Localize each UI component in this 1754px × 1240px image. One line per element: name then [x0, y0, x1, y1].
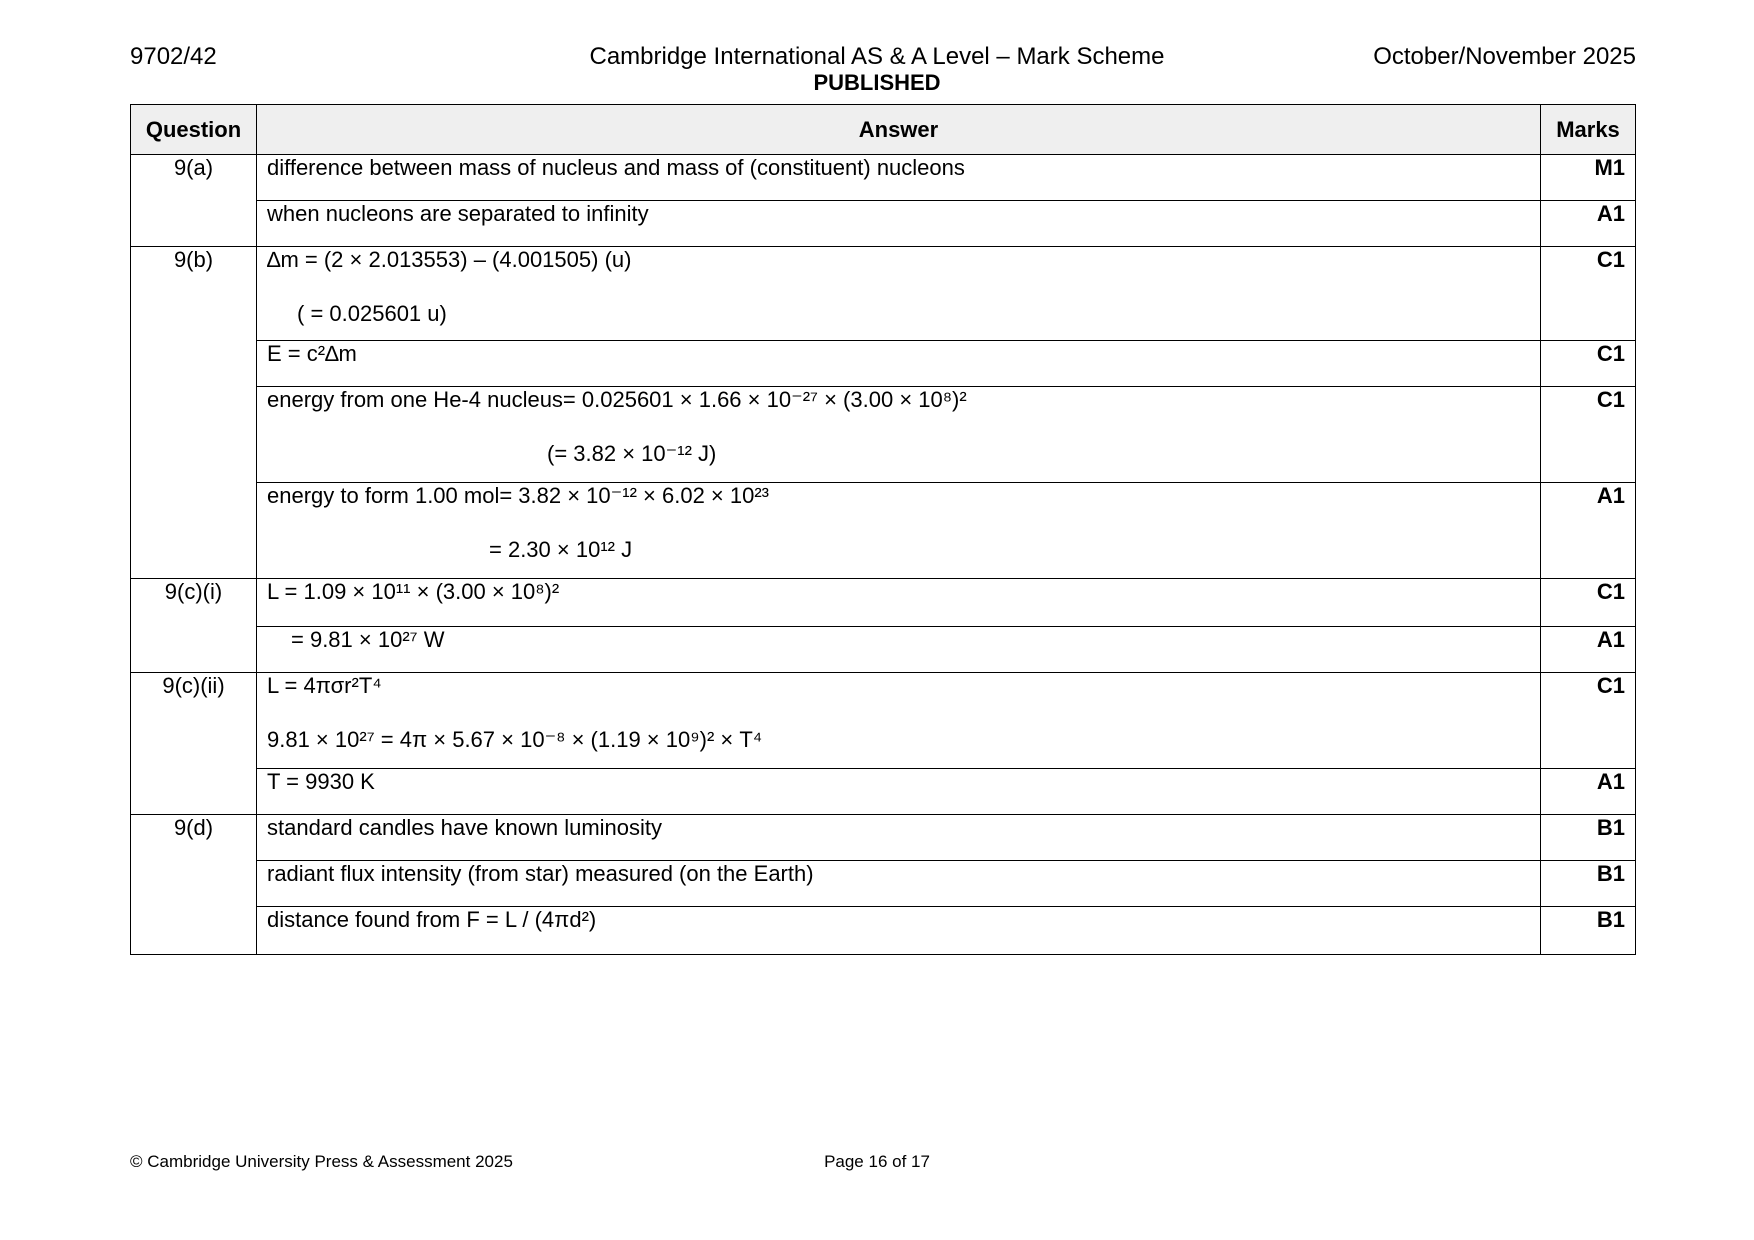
answer-cell [257, 387, 1541, 483]
answer-line: difference between mass of nucleus and mass of (constituent) nucleons [267, 155, 965, 180]
exam-session: October/November 2025 [1373, 43, 1636, 70]
mark-scheme-table [130, 104, 1636, 955]
answer-cell [257, 247, 1541, 341]
answer-line: T = 9930 K [267, 769, 375, 794]
document-title: Cambridge International AS & A Level – Mark Scheme [589, 43, 1165, 70]
table-row [131, 861, 1636, 907]
answer-line: radiant flux intensity (from star) measured (on the Earth) [267, 861, 814, 886]
mark-code: B1 [1541, 861, 1636, 907]
table-row [131, 907, 1636, 955]
mark-code: M1 [1541, 155, 1636, 201]
answer-cell [257, 579, 1541, 627]
answer-cell [257, 201, 1541, 247]
mark-code: B1 [1541, 815, 1636, 861]
marks-column-header: Marks [1541, 105, 1636, 155]
answer-line: ( = 0.025601 u) [297, 301, 447, 326]
answer-line: L = 1.09 × 10¹¹ × (3.00 × 10⁸)² [267, 579, 560, 604]
question-column-header: Question [131, 105, 257, 155]
mark-code: A1 [1541, 627, 1636, 673]
table-row [131, 815, 1636, 861]
answer-line: standard candles have known luminosity [267, 815, 663, 840]
answer-line: (= 3.82 × 10⁻¹² J) [547, 441, 717, 466]
answer-cell [257, 627, 1541, 673]
page-number: Page 16 of 17 [824, 1152, 930, 1171]
answer-cell [257, 155, 1541, 201]
mark-code: A1 [1541, 483, 1636, 579]
answer-cell [257, 673, 1541, 769]
mark-code: C1 [1541, 673, 1636, 769]
answer-cell [257, 861, 1541, 907]
mark-code: C1 [1541, 387, 1636, 483]
answer-cell [257, 769, 1541, 815]
question-number: 9(d) [131, 815, 257, 955]
published-label: PUBLISHED [813, 70, 941, 95]
table-header-row [131, 105, 1636, 155]
table-row [131, 769, 1636, 815]
question-number: 9(c)(ii) [131, 673, 257, 815]
mark-code: A1 [1541, 201, 1636, 247]
syllabus-code: 9702/42 [130, 43, 217, 70]
answer-line: when nucleons are separated to infinity [267, 201, 649, 226]
mark-code: C1 [1541, 341, 1636, 387]
table-row [131, 247, 1636, 341]
table-row [131, 579, 1636, 627]
mark-code: B1 [1541, 907, 1636, 955]
answer-line: L = 4πσr²T⁴ [267, 673, 382, 698]
answer-cell [257, 483, 1541, 579]
answer-cell [257, 815, 1541, 861]
answer-line: = 2.30 × 10¹² J [489, 537, 633, 562]
table-row [131, 673, 1636, 769]
answer-line: = 9.81 × 10²⁷ W [291, 627, 445, 652]
answer-cell [257, 907, 1541, 955]
question-number: 9(c)(i) [131, 579, 257, 673]
table-row [131, 201, 1636, 247]
mark-code: A1 [1541, 769, 1636, 815]
mark-code: C1 [1541, 579, 1636, 627]
table-row [131, 483, 1636, 579]
answer-line: E = c²∆m [267, 341, 357, 366]
table-row [131, 155, 1636, 201]
answer-line: energy from one He-4 nucleus= 0.025601 × 1.66 × 10⁻²⁷ × (3.00 × 10⁸)² [267, 387, 967, 412]
answer-cell [257, 341, 1541, 387]
table-row [131, 387, 1636, 483]
table-row [131, 341, 1636, 387]
answer-line: 9.81 × 10²⁷ = 4π × 5.67 × 10⁻⁸ × (1.19 × 10⁹)² × T⁴ [267, 727, 763, 752]
mark-code: C1 [1541, 247, 1636, 341]
answer-line: ∆m = (2 × 2.013553) – (4.001505) (u) [267, 247, 632, 272]
answer-line: distance found from F = L / (4πd²) [267, 907, 597, 932]
table-row [131, 627, 1636, 673]
question-number: 9(a) [131, 155, 257, 247]
answer-column-header: Answer [257, 105, 1541, 155]
question-number: 9(b) [131, 247, 257, 579]
answer-line: energy to form 1.00 mol= 3.82 × 10⁻¹² × 6.02 × 10²³ [267, 483, 770, 508]
copyright-notice: © Cambridge University Press & Assessment 2025 [130, 1152, 513, 1171]
